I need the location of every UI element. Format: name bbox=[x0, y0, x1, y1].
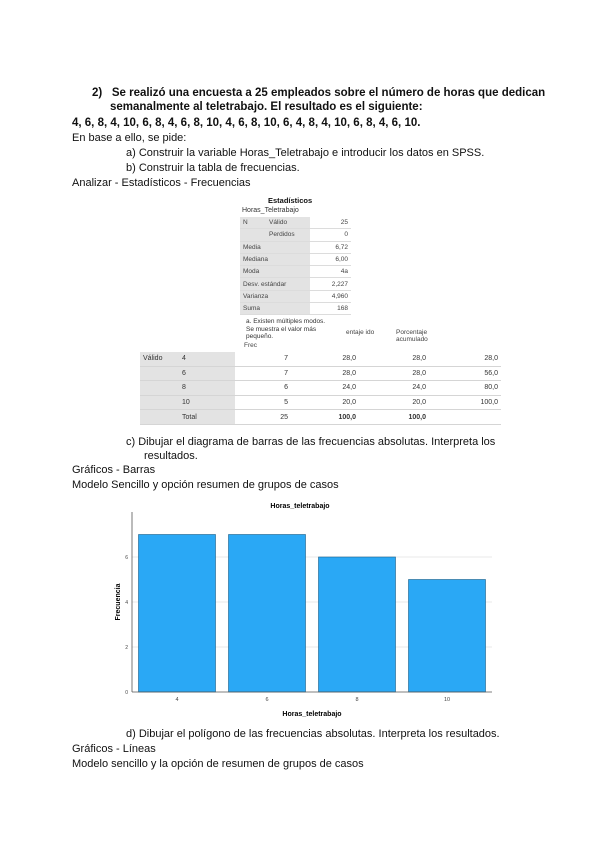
stat-value: 6,00 bbox=[310, 253, 351, 265]
valid-value: 25 bbox=[310, 217, 351, 229]
valid-pct-cell: 28,0 bbox=[359, 352, 429, 366]
y-tick-label: 4 bbox=[125, 600, 128, 606]
stat-label: Desv. estándar bbox=[240, 278, 310, 290]
stat-label: Suma bbox=[240, 303, 310, 315]
freq-header-valid: entaje ido bbox=[346, 329, 375, 336]
category-value: 4 bbox=[179, 352, 235, 366]
x-tick-label: 4 bbox=[175, 697, 179, 703]
total-valid: 100,0 bbox=[359, 410, 429, 425]
x-tick-label: 8 bbox=[355, 697, 359, 703]
missing-label: Perdidos bbox=[266, 229, 310, 241]
valid-label: Válido bbox=[266, 217, 310, 229]
chart-x-axis-label: Horas_teletrabajo bbox=[282, 711, 342, 718]
valid-pct-cell: 28,0 bbox=[359, 366, 429, 381]
menu-path-lines: Gráficos - Líneas bbox=[72, 743, 156, 755]
cum-pct-cell: 56,0 bbox=[429, 366, 501, 381]
missing-value: 0 bbox=[310, 229, 351, 241]
stat-label: Mediana bbox=[240, 253, 310, 265]
table-row bbox=[140, 352, 501, 366]
stat-label: Moda bbox=[240, 266, 310, 278]
y-tick-label: 6 bbox=[125, 555, 128, 561]
model-text-bars: Modelo Sencillo y opción resumen de grupos de casos bbox=[72, 479, 339, 491]
stat-value: 4a bbox=[310, 266, 351, 278]
group-label: Válido bbox=[140, 352, 179, 366]
stat-value: 168 bbox=[310, 303, 351, 315]
valid-pct-cell: 24,0 bbox=[359, 381, 429, 396]
bar-6 bbox=[229, 535, 306, 693]
pct-cell: 28,0 bbox=[291, 352, 359, 366]
x-tick-label: 6 bbox=[265, 697, 269, 703]
category-value: 10 bbox=[179, 395, 235, 410]
bar-8 bbox=[319, 557, 396, 692]
intro-text: En base a ello, se pide: bbox=[72, 132, 187, 144]
cum-pct-cell: 100,0 bbox=[429, 395, 501, 410]
stat-label: Varianza bbox=[240, 290, 310, 302]
question-line-1: 2) Se realizó una encuesta a 25 empleados sobre el número de horas que dedican bbox=[92, 87, 546, 99]
x-tick-label: 10 bbox=[443, 697, 451, 703]
stats-footnote: a. Existen múltiples modos. Se muestra el valor más pequeño. bbox=[246, 318, 326, 340]
item-c-line-2: resultados. bbox=[144, 450, 198, 462]
total-pct: 100,0 bbox=[291, 410, 359, 425]
bar-4 bbox=[139, 535, 216, 693]
stat-value: 2,227 bbox=[310, 278, 351, 290]
total-label: Total bbox=[179, 410, 235, 425]
stats-title: Estadísticos bbox=[268, 196, 313, 205]
chart-title: Horas_teletrabajo bbox=[270, 503, 330, 510]
cum-pct-cell: 28,0 bbox=[429, 352, 501, 366]
question-line-2: semanalmente al teletrabajo. El resultado es el siguiente: bbox=[110, 101, 423, 113]
freq-header-frec: Frec bbox=[244, 342, 257, 349]
stat-value: 6,72 bbox=[310, 241, 351, 253]
valid-pct-cell: 20,0 bbox=[359, 395, 429, 410]
freq-cell: 7 bbox=[235, 366, 291, 381]
menu-path-frequencies: Analizar - Estadísticos - Frecuencias bbox=[72, 177, 251, 189]
frequency-table bbox=[140, 352, 501, 425]
bar-chart bbox=[0, 498, 600, 728]
table-row bbox=[140, 366, 501, 381]
category-value: 8 bbox=[179, 381, 235, 396]
item-b: b) Construir la tabla de frecuencias. bbox=[126, 162, 300, 174]
model-text-lines: Modelo sencillo y la opción de resumen de grupos de casos bbox=[72, 758, 364, 770]
chart-y-axis-label: Frecuencia bbox=[115, 583, 122, 621]
table-row-total bbox=[140, 410, 501, 425]
table-row bbox=[140, 381, 501, 396]
category-value: 6 bbox=[179, 366, 235, 381]
item-a: a) Construir la variable Horas_Teletrabajo e introducir los datos en SPSS. bbox=[126, 147, 485, 159]
y-tick-label: 2 bbox=[125, 645, 128, 651]
stat-value: 4,960 bbox=[310, 290, 351, 302]
freq-cell: 5 bbox=[235, 395, 291, 410]
pct-cell: 24,0 bbox=[291, 381, 359, 396]
data-sequence: 4, 6, 8, 4, 10, 6, 8, 4, 6, 8, 10, 4, 6, 8, 10, 6, 4, 8, 4, 10, 6, 8, 4, 6, 10. bbox=[72, 117, 421, 129]
table-row bbox=[140, 395, 501, 410]
freq-cell: 7 bbox=[235, 352, 291, 366]
menu-path-bars: Gráficos - Barras bbox=[72, 464, 156, 476]
freq-header-cum: Porcentaje acumulado bbox=[396, 329, 428, 343]
total-freq: 25 bbox=[235, 410, 291, 425]
n-label: N bbox=[240, 217, 266, 229]
pct-cell: 20,0 bbox=[291, 395, 359, 410]
y-tick-label: 0 bbox=[125, 690, 128, 696]
stat-label: Media bbox=[240, 241, 310, 253]
stats-table bbox=[240, 217, 351, 315]
stats-variable: Horas_Teletrabajo bbox=[242, 207, 299, 214]
freq-cell: 6 bbox=[235, 381, 291, 396]
item-c-line-1: c) Dibujar el diagrama de barras de las frecuencias absolutas. Interpreta los bbox=[126, 436, 496, 448]
bar-10 bbox=[409, 580, 486, 693]
pct-cell: 28,0 bbox=[291, 366, 359, 381]
cum-pct-cell: 80,0 bbox=[429, 381, 501, 396]
item-d: d) Dibujar el polígono de las frecuencias absolutas. Interpreta los resultados. bbox=[126, 728, 500, 740]
